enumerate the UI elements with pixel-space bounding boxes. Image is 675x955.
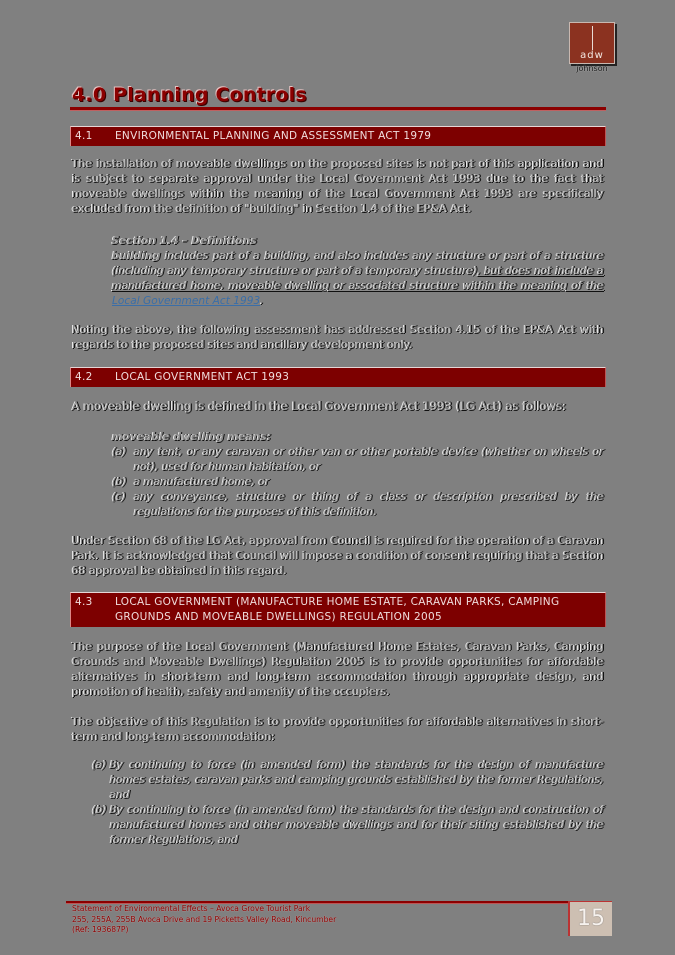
quote-body [112, 249, 604, 309]
definition-item [112, 445, 604, 475]
logo-subtitle: johnson [576, 64, 608, 73]
section-header-4-3 [70, 592, 606, 627]
quote-heading: Section 1.4 – Definitions [112, 235, 258, 247]
item-label: (a) [112, 446, 127, 458]
section-title: LOCAL GOVERNMENT (MANUFACTURE HOME ESTATE, CARAVAN PARKS, CAMPING GROUNDS AND MOVEABLE DWELLINGS) REGULATION 2005 [115, 596, 560, 623]
definition-item [112, 490, 604, 520]
item-label: (b) [112, 476, 127, 488]
item-text: any conveyance, structure or thing of a class or description prescribed by the regulations for the purposes of this definition. [134, 491, 604, 518]
company-logo [569, 22, 615, 64]
logo-letters: adw [580, 50, 604, 61]
item-label: (c) [112, 491, 127, 503]
section-header-4-2 [70, 367, 606, 387]
paragraph-4-3-objective: The objective of this Regulation is to provide opportunities for affordable alternatives in short-term and long-term accommodation: [72, 715, 604, 743]
section-title: ENVIRONMENTAL PLANNING AND ASSESSMENT ACT 1979 [115, 130, 432, 142]
objective-item [92, 803, 604, 848]
objective-item [92, 758, 604, 803]
footer-reference [72, 904, 336, 936]
item-text: a manufactured home, or [134, 476, 270, 488]
section-title: LOCAL GOVERNMENT ACT 1993 [115, 371, 290, 383]
definition-heading: moveable dwelling means: [112, 431, 272, 443]
page-number: 15 [568, 901, 612, 936]
moveable-dwelling-definition [112, 430, 604, 520]
section-header-4-1 [70, 126, 606, 146]
item-text: any tent, or any caravan or other van or other portable device (whether on wheels or not), used for human habitation, or [134, 446, 604, 473]
paragraph-4-1-noting: Noting the above, the following assessment has addressed Section 4.15 of the EP&A Act with regards to the proposed sites and ancillary development only. [72, 323, 604, 351]
definition-item [112, 475, 604, 490]
section-number: 4.3 [75, 596, 93, 608]
item-label: (b) [92, 804, 107, 816]
section-number: 4.2 [75, 371, 93, 383]
quote-text: includes part of a building, and also includes any structure or part of a structure (including any temporary structure or part of a temporary structure) [112, 250, 604, 277]
definition-quote [112, 234, 604, 309]
footer-line-1: Statement of Environmental Effects – Avoca Grove Tourist Park [72, 904, 311, 913]
local-government-act-link[interactable]: Local Government Act 1993 [112, 295, 261, 307]
paragraph-4-3-purpose: The purpose of the Local Government (Manufactured Home Estates, Caravan Parks, Camping Grounds and Moveable Dwellings) Regulation 2005 is to provide opportunities for affordable alternatives in short-term and long-term accommodation through appropriate design, and promotion of health, safety and amenity of the occupiers. [72, 640, 604, 698]
paragraph-4-2-section-68: Under Section 68 of the LG Act, approval from Council is required for the operation of a Caravan Park. It is acknowledged that Council will impose a condition of consent requiring that a Section 68 approval be obtained in this regard. [72, 534, 604, 577]
quote-term: building [112, 250, 161, 262]
quote-end: . [260, 295, 264, 307]
quote-underlined-text: , but does not include a manufactured home, moveable dwelling or associated structure within the meaning of the [112, 265, 605, 292]
footer-line-3: (Ref: 193687P) [72, 925, 129, 934]
item-text: By continuing to force (in amended form) the standards for the design and construction of manufactured homes and other moveable dwellings and for their siting established by the former Regulations, and [110, 804, 604, 846]
item-label: (a) [92, 759, 107, 771]
objective-list [92, 758, 604, 848]
page-title: 4.0 Planning Controls [72, 84, 307, 106]
logo-bar [592, 26, 593, 50]
paragraph-4-2-intro: A moveable dwelling is defined in the Local Government Act 1993 (LG Act) as follows: [72, 399, 567, 413]
footer-line-2: 255, 255A, 255B Avoca Drive and 19 Picketts Valley Road, Kincumber [72, 914, 337, 924]
paragraph-4-1-intro: The installation of moveable dwellings on the proposed sites is not part of this application and is subject to separate approval under the Local Government Act 1993 due to the fact that moveable dwellings within the meaning of the Local Government Act 1993 are specifically excluded from the definition of "building" in Section 1.4 of the EP&A Act. [72, 157, 604, 215]
section-number: 4.1 [75, 130, 93, 142]
item-text: By continuing to force (in amended form) the standards for the design of manufacture homes estates, caravan parks and camping grounds established by the former Regulations, and [110, 759, 604, 801]
title-divider [70, 107, 606, 111]
